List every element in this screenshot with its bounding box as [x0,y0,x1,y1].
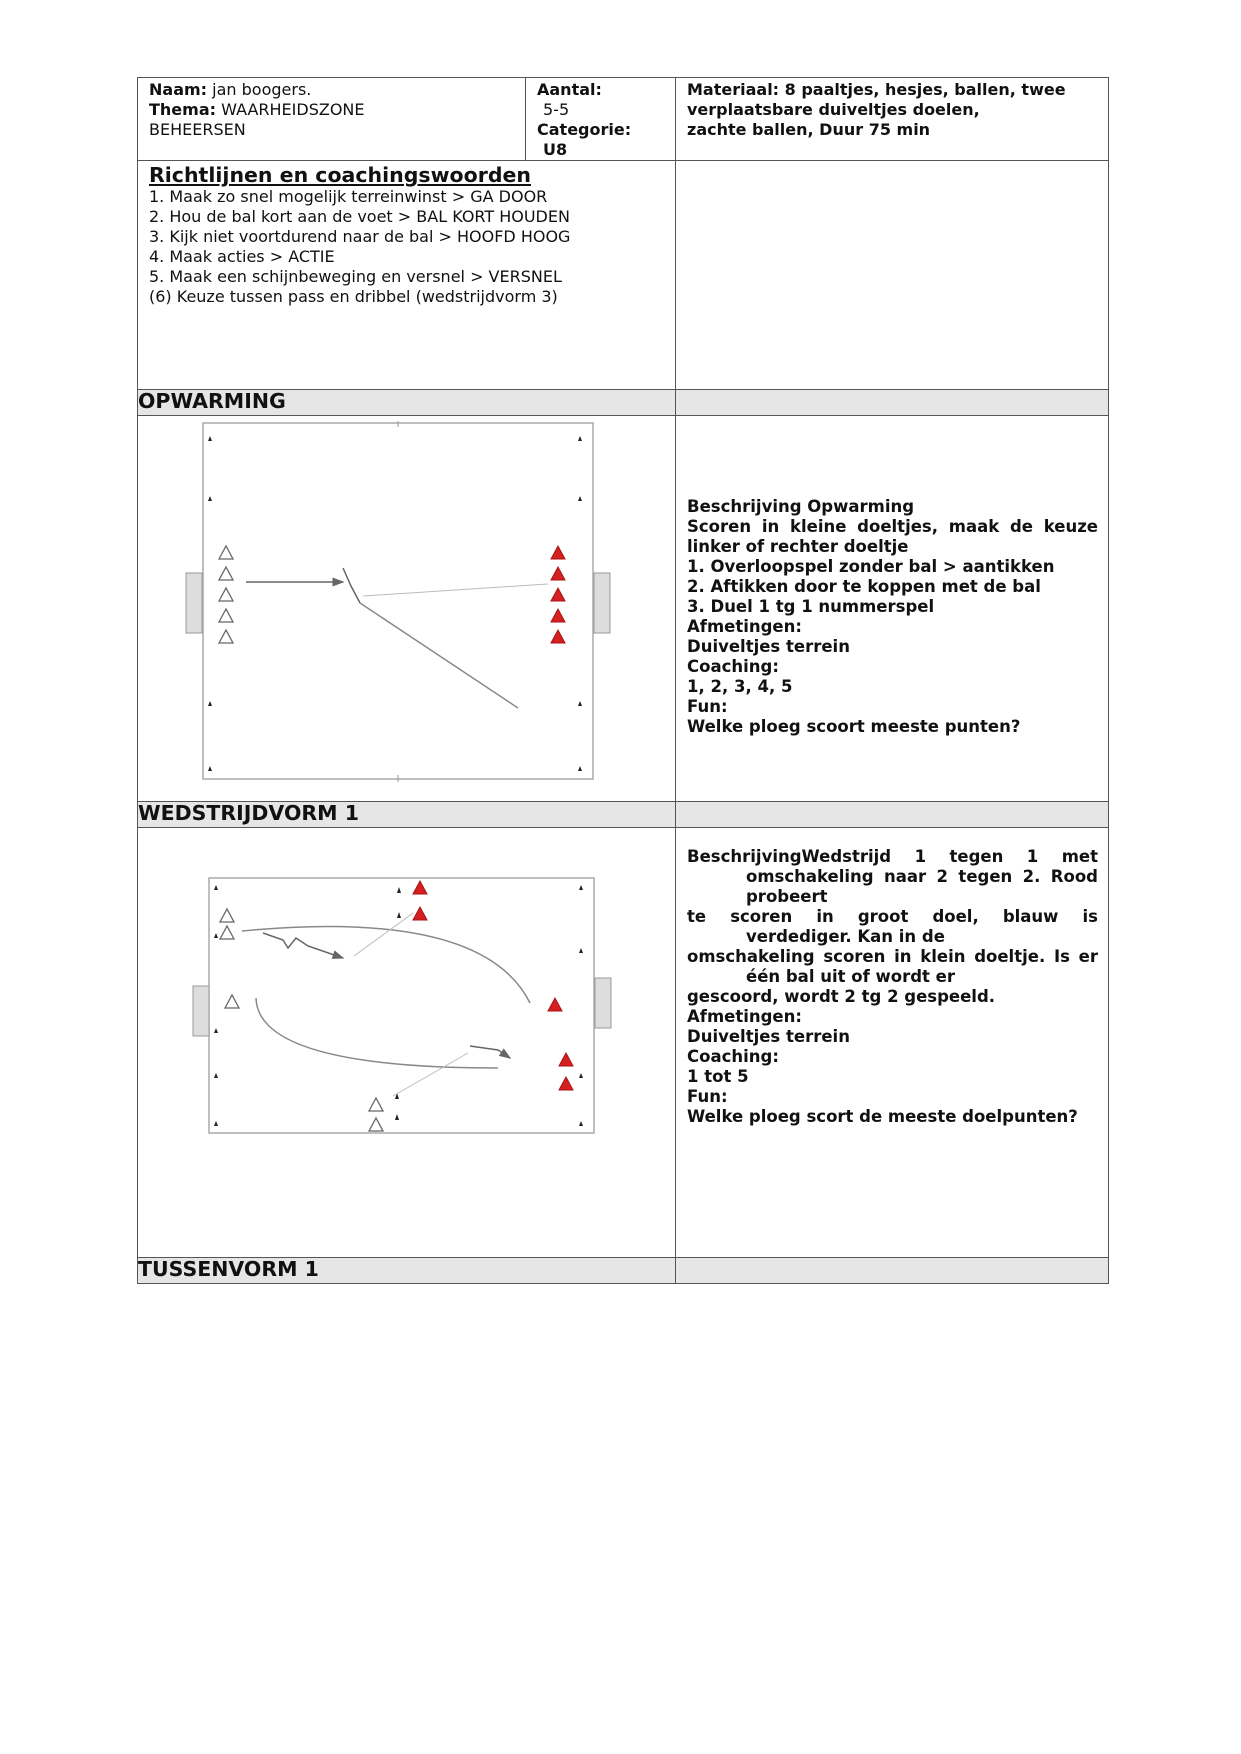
wedstrijd-desc-line: Fun: [687,1087,728,1106]
small-goal [595,978,611,1028]
materiaal-line-1: Materiaal: 8 paaltjes, hesjes, ballen, twee [687,80,1066,99]
materiaal-line-3: zachte ballen, Duur 75 min [687,120,931,139]
field-outline [209,878,594,1133]
thema-value: WAARHEIDSZONE [216,100,365,119]
opwarming-desc-line: linker of rechter doeltje [687,537,909,556]
guidelines-title: Richtlijnen en coachingswoorden [149,163,532,187]
tussenvorm-header-row [138,1258,1109,1284]
goal-left [186,573,202,633]
naam-thema-cell [138,78,526,161]
opwarming-desc-line: 2. Aftikken door te koppen met de bal [687,577,1041,596]
wedstrijd-desc-line: 1 tot 5 [687,1067,749,1086]
wedstrijdvorm-header-row [138,802,1109,828]
opwarming-field-diagram [138,416,674,800]
big-goal [193,986,209,1036]
opwarming-header-row [138,390,1109,416]
thema-value-2: BEHEERSEN [149,120,246,139]
opwarming-row [138,416,1109,802]
wedstrijdvorm-diagram-cell [138,828,676,1258]
wedstrijdvorm-field-diagram [138,828,674,1256]
opwarming-description-cell [676,416,1109,802]
aantal-value: 5-5 [543,100,570,119]
opwarming-desc-line: 3. Duel 1 tg 1 nummerspel [687,597,935,616]
categorie-label: Categorie: [537,120,632,139]
section-title-wedstrijdvorm: WEDSTRIJDVORM 1 [138,802,676,828]
categorie-value: U8 [543,140,568,159]
field-outline [203,423,593,779]
opwarming-desc-line: Fun: [687,697,728,716]
aantal-categorie-cell [526,78,676,161]
materiaal-line-2: verplaatsbare duiveltjes doelen, [687,100,980,119]
wedstrijd-desc-line: verdediger. Kan in de [746,927,945,946]
guideline-item: 5. Maak een schijnbeweging en versnel > VERSNEL [149,267,562,286]
session-sheet [137,77,1109,1284]
section-blank [676,1258,1109,1284]
wedstrijd-desc-line: probeert [746,887,828,906]
opwarming-desc-line: Afmetingen: [687,617,802,636]
section-blank [676,802,1109,828]
wedstrijd-desc-line: Afmetingen: [687,1007,802,1026]
guideline-item: 4. Maak acties > ACTIE [149,247,335,266]
wedstrijd-desc-line: Welke ploeg scort de meeste doelpunten? [687,1107,1078,1126]
opwarming-desc-line: 1. Overloopspel zonder bal > aantikken [687,557,1055,576]
goal-right [594,573,610,633]
wedstrijd-desc-line: omschakeling scoren in klein doeltje. Is er [687,947,1098,966]
opwarming-desc-line: Scoren in kleine doeltjes, maak de keuze [687,517,1098,536]
opwarming-desc-line: Duiveltjes terrein [687,637,850,656]
opwarming-desc-title: Beschrijving Opwarming [687,497,915,516]
thema-label: Thema: [149,100,217,119]
wedstrijd-desc-line: BeschrijvingWedstrijd 1 tegen 1 met [687,847,1098,866]
wedstrijd-desc-line: één bal uit of wordt er [746,967,955,986]
guidelines-empty-cell [676,161,1109,390]
opwarming-desc-line: 1, 2, 3, 4, 5 [687,677,793,696]
guideline-item: (6) Keuze tussen pass en dribbel (wedstrijdvorm 3) [149,287,558,306]
aantal-label: Aantal: [537,80,602,99]
wedstrijd-desc-line: Duiveltjes terrein [687,1027,850,1046]
section-title-opwarming: OPWARMING [138,390,676,416]
naam-label: Naam: [149,80,208,99]
wedstrijd-desc-line: omschakeling naar 2 tegen 2. Rood [746,867,1098,886]
guideline-item: 3. Kijk niet voortdurend naar de bal > HOOFD HOOG [149,227,571,246]
guidelines-list [149,187,665,307]
guidelines-cell [138,161,676,390]
wedstrijd-desc-line: Coaching: [687,1047,779,1066]
guidelines-row [138,161,1109,390]
wedstrijdvorm-description-cell [676,828,1109,1258]
section-title-tussenvorm: TUSSENVORM 1 [138,1258,676,1284]
naam-value: jan boogers. [207,80,312,99]
opwarming-diagram-cell [138,416,676,802]
wedstrijdvorm-row [138,828,1109,1258]
materiaal-cell [676,78,1109,161]
guideline-item: 1. Maak zo snel mogelijk terreinwinst > GA DOOR [149,187,548,206]
header-row [138,78,1109,161]
section-blank [676,390,1109,416]
wedstrijd-desc-line: gescoord, wordt 2 tg 2 gespeeld. [687,987,996,1006]
guideline-item: 2. Hou de bal kort aan de voet > BAL KORT HOUDEN [149,207,570,226]
wedstrijd-desc-line: te scoren in groot doel, blauw is [687,907,1098,926]
opwarming-desc-line: Welke ploeg scoort meeste punten? [687,717,1021,736]
opwarming-desc-line: Coaching: [687,657,779,676]
